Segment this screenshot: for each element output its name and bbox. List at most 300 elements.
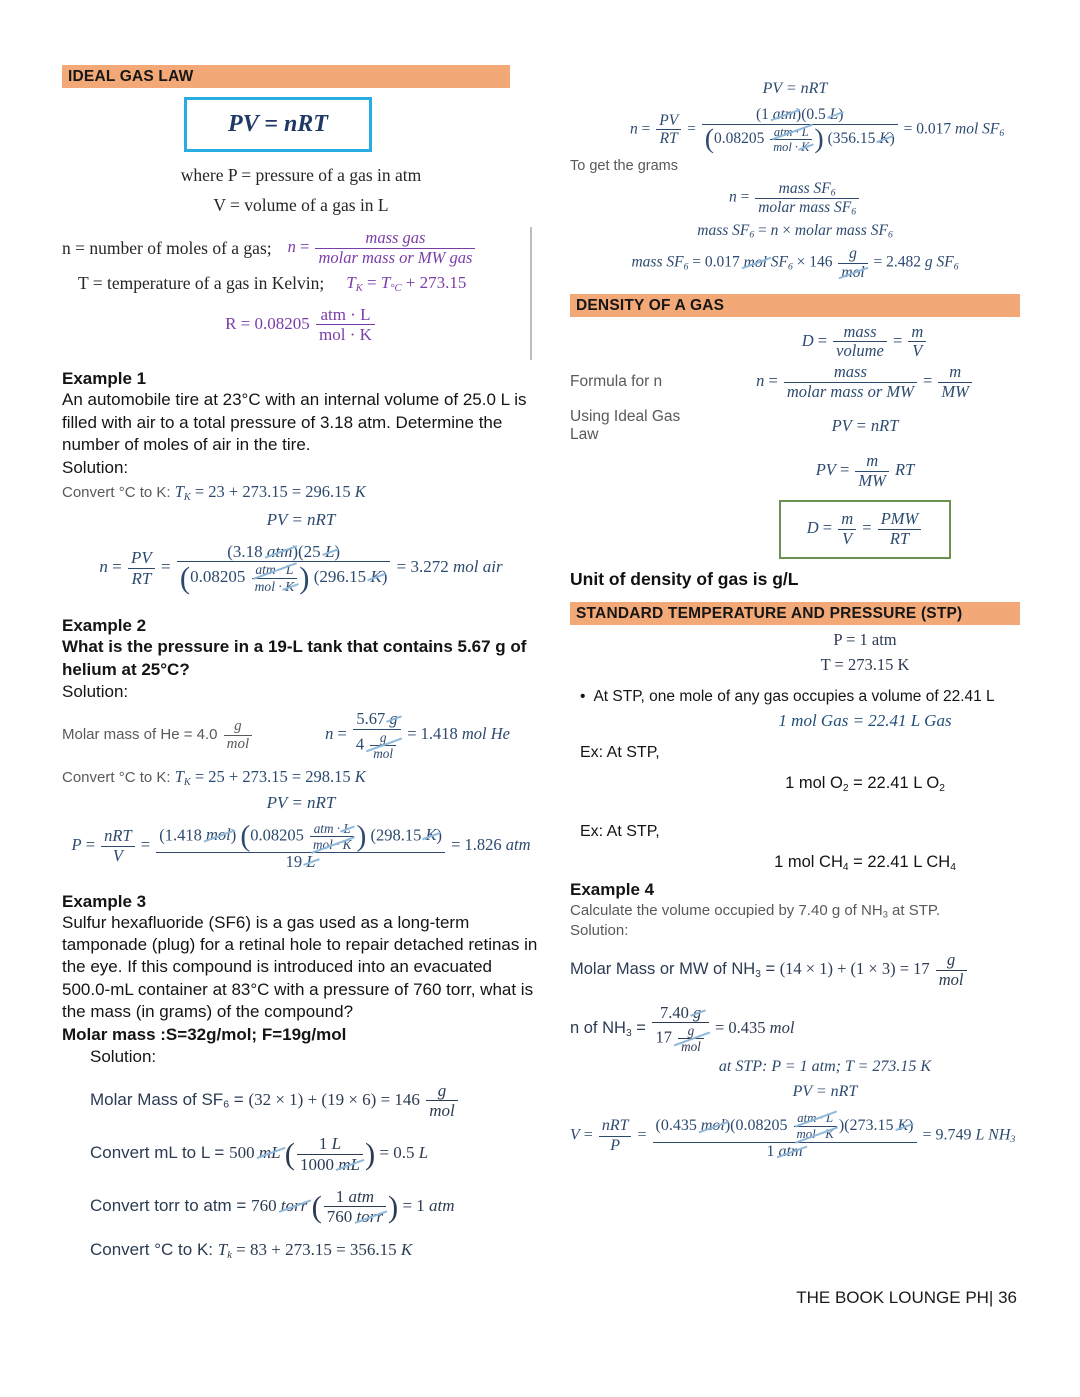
formula-token: (1 [756,106,773,123]
fraction-denominator [177,562,391,594]
fraction-numerator [316,305,375,325]
formula-token [841,264,864,282]
formula-token: × [778,222,795,240]
formula-token [779,1143,803,1161]
formula-token: L [324,542,335,562]
fraction-denominator [370,746,396,761]
formula-token [370,730,396,761]
formula-token: molar mass or MW gas [318,247,473,267]
formula-token: atm [778,1142,803,1160]
formula-token: ) [334,542,341,562]
formula-token: = 83 + 273.15 = 356.15 [231,1239,401,1259]
fraction-denominator [678,1039,704,1054]
formula-token [224,718,253,753]
formula-token: ) [364,1137,376,1172]
formula-token: L [418,1143,429,1163]
fraction-numerator [353,710,401,730]
formula-token: mol He [461,723,510,743]
formula-token: mol [769,1017,795,1037]
formula-token: SF [766,253,788,271]
formula-token: 760 [326,1207,357,1227]
stp-bullet-row [570,688,1020,706]
example1-solution-label: Solution: [62,457,129,477]
formula-token: MW [941,381,969,401]
formula-token: atm [505,834,531,854]
fraction-numerator [653,1111,917,1142]
fraction-numerator [324,1187,386,1207]
formula-token: 6 [683,261,689,273]
formula-token: = 22.41 L CH [848,852,951,871]
formula-token: Molar Mass or MW of NH [570,960,756,979]
formula-token [830,106,839,124]
formula-token: ( [704,123,714,155]
formula-token: PV = nRT [228,111,328,137]
formula-token [259,1143,281,1163]
section-header-ideal-gas-law: IDEAL GAS LAW [62,65,510,88]
density-result-box [779,500,952,559]
formula-token: mass SF [697,222,750,240]
formula-token: PV = nRT [792,1083,858,1101]
formula-token: g [437,1080,447,1100]
example2-question: What is the pressure in a 19-L tank that contains 5.67 g of helium at 25°C? [62,637,527,679]
formula-token: atm · L [320,304,371,324]
formula-token: 500 [229,1143,259,1163]
formula-token: = [156,557,175,577]
formula-token: mol [226,735,250,752]
formula-token: 0.08205 [190,567,250,587]
fraction-numerator [936,951,967,971]
example3-title: Example 3 [62,891,147,911]
formula-token: (14 × 1) + (1 × 3) = 17 [779,959,934,979]
formula-token: g [234,717,242,734]
formula-token: k [227,1249,232,1261]
formula-token: atm [772,106,797,123]
formula-token: PV [815,459,836,479]
formula-token: K [355,283,363,295]
page-footer: THE BOOK LOUNGE PH| 36 [796,1288,1017,1307]
formula-token [676,1023,706,1054]
example3-c-to-k-formula [62,1240,540,1260]
example1-convert-line [62,482,540,502]
fraction-numerator [177,542,391,562]
formula-token: ( [240,820,251,853]
fraction-denominator [315,249,475,268]
formula-token: 1 mol Gas = 22.41 L Gas [778,710,952,730]
formula-token: 6 [851,206,857,218]
example1-convert-formula [175,482,366,501]
fraction-numerator [838,510,856,530]
using-ideal-gas-law-label: Using Ideal Gas Law [570,407,681,443]
formula-token: (296.15 [309,567,371,587]
formula-token: mass SF [778,179,831,197]
formula-token: = [683,120,700,138]
ch4-equivalence-line [710,852,1020,872]
formula-token: mass gas [365,228,426,247]
formula-token: 17 [655,1027,677,1047]
formula-token: PV = nRT [831,415,899,435]
formula-token: 19 [285,851,307,871]
formula-token: RT [895,459,915,479]
formula-token: ) [814,123,824,155]
formula-token [838,510,856,549]
formula-token: 0.08205 [250,824,308,844]
example4-molar-mass-formula [570,951,1020,990]
sf6-mass-calculation [570,245,1020,281]
formula-token: Convert torr to atm = [90,1195,252,1215]
formula-token: mass SF [631,253,684,271]
sf6-n-formula [630,106,1020,154]
density-result-formula [806,509,924,549]
section-header-density-of-a-gas: DENSITY OF A GAS [570,294,1020,317]
formula-token: ) [889,129,895,147]
formula-token [357,1207,383,1226]
formula-token: L [331,1134,342,1154]
formula-token: = [637,120,655,138]
formula-token: D [806,518,819,538]
formula-token [325,542,334,561]
example4-body [570,902,1020,920]
formula-token: = [754,222,771,240]
formula-token: 6 [749,229,755,241]
formula-token: 1 mol O [785,773,843,792]
formula-token: at STP: P = 1 atm; T = 273.15 K [718,1058,932,1076]
formula-token [744,254,767,272]
formula-token: 6 [223,1098,230,1111]
formula-token [794,1111,837,1141]
formula-token: = [362,273,381,293]
fraction-denominator [833,342,887,361]
formula-token: 3 [1010,1134,1016,1146]
fraction-denominator [702,125,898,154]
kelvin-conversion-formula [346,273,466,293]
fraction-denominator [784,383,917,402]
fraction-denominator [353,730,401,761]
formula-token: R = 0.08205 [225,313,315,333]
formula-token: K [183,776,191,788]
formula-token: (1.418 [159,824,206,844]
fraction-denominator [156,853,445,872]
formula-token: = [818,518,837,538]
formula-token: PV = nRT [266,510,336,530]
formula-token: mol [743,253,767,271]
formula-token: 4 [950,861,956,873]
example4-main-formula [570,1111,1020,1160]
formula-token: 1 [335,1187,349,1207]
formula-token: mol [205,824,231,844]
example4-n-formula [570,1004,1020,1055]
mol-gas-formula [710,711,1020,731]
formula-token: P = 1 atm [833,629,897,649]
fraction-numerator [101,827,135,847]
density-formula-row [570,323,1020,362]
formula-token: Molar mass of He = 4.0 [62,725,222,743]
formula-token: atm [266,542,293,562]
formula-token: D [801,330,814,350]
formula-token [652,1004,708,1055]
formula-token: RT [131,568,152,588]
example4-pvnrt-formula [630,1083,1020,1101]
formula-token: mol SF [955,120,1000,138]
formula-token: = [81,834,100,854]
formula-token [128,548,155,588]
sf6-pvnrt-formula [570,80,1020,98]
stp-ex1-label: Ex: At STP, [580,743,660,761]
formula-token: K [400,1239,413,1259]
formula-token: molar mass SF [758,198,852,216]
example1-title: Example 1 [62,369,147,389]
example2-convert-prefix: Convert °C to K: [62,768,175,786]
formula-token: 1 [318,1134,332,1154]
formula-token: PV = nRT [762,80,828,97]
formula-token [774,125,809,139]
formula-token: T = 273.15 K [820,654,910,674]
temperature-definition-row [62,273,540,294]
fraction-numerator [755,180,859,199]
formula-token: = [835,459,854,479]
formula-token [599,1117,632,1154]
fraction-denominator [838,264,867,282]
formula-token [281,1196,307,1216]
formula-token: K [897,1117,909,1135]
bullet-icon: • [580,687,586,705]
formula-token: 760 [251,1195,281,1215]
formula-token: 4 [355,733,369,753]
density-n-formula [710,363,1020,402]
section-header-stp: STANDARD TEMPERATURE AND PRESSURE (STP) [570,602,1020,625]
density-box-wrap [710,500,1020,559]
moles-definition-row [62,229,540,268]
formula-token: n [728,188,737,206]
formula-token: = 25 + 273.15 = 298.15 [190,766,355,786]
formula-token [101,827,135,866]
formula-token [653,1111,917,1160]
formula-token: PMW [880,509,919,529]
formula-token [252,562,298,594]
formula-token: torr [356,1207,383,1227]
formula-token: ) [436,824,442,844]
formula-token [313,837,351,852]
formula-token: L [306,851,316,871]
formula-token: = 2.482 [869,253,925,271]
formula-token: torr [280,1195,308,1215]
fraction-denominator [426,1101,458,1120]
formula-token: T [174,482,184,502]
example2-convert-formula [175,767,366,786]
formula-token: mol · [254,578,286,594]
formula-token [324,1187,386,1227]
using-ideal-gas-law-row [570,408,1020,444]
formula-token: molar mass SF [794,222,888,240]
formula-token: m [866,450,879,470]
formula-token: Convert mL to L = [90,1143,230,1163]
formula-token: T [174,766,184,786]
formula-token [656,112,681,148]
fraction-denominator [878,530,922,549]
formula-token: ) [381,567,388,587]
stp-ex2-label: Ex: At STP, [580,822,660,840]
formula-token: atm · L [255,562,294,578]
formula-token [938,363,972,402]
formula-token: m [911,321,924,341]
fraction-denominator [316,325,375,344]
formula-token: ) [230,824,241,844]
pv-nrt-boxed-formula [228,111,328,137]
formula-token: g [693,1002,702,1022]
formula-token: = [858,518,876,538]
formula-token: g SF [924,253,954,271]
fraction-denominator [297,1155,363,1174]
formula-token: 5.67 [356,708,390,728]
formula-token: volume [836,341,884,361]
formula-token: V [570,1126,580,1144]
formula-token: g [849,245,857,263]
formula-token: K [370,567,382,587]
formula-token [693,1004,701,1023]
formula-token [315,229,475,268]
example2-molar-row [62,710,540,761]
formula-token: molar mass or MW [786,381,914,401]
formula-token: n [99,557,108,577]
example1-pvnrt-formula [62,510,540,530]
formula-token [833,323,887,362]
formula-token: ( [179,561,191,596]
example4-title: Example 4 [570,879,655,899]
formula-token: = [229,1089,249,1109]
example1-main-formula [62,542,540,594]
formula-token: = 22.41 L O [848,773,940,792]
formula-token: RT [659,130,678,148]
formula-token: mol air [452,557,503,577]
formula-token: n [756,371,765,391]
example1-convert-prefix: Convert °C to K: [62,484,175,502]
formula-token: K [425,824,437,844]
fraction-numerator [656,112,681,131]
formula-token: ) [356,820,367,853]
formula-token [425,826,436,845]
example3-solution-label: Solution: [90,1047,157,1067]
formula-token: atm · [313,820,344,836]
formula-token [343,821,350,836]
formula-token: V [912,341,923,361]
fraction-denominator [855,472,889,491]
fraction-numerator [224,718,253,736]
example4-solution-label: Solution: [570,921,629,939]
formula-token: atm · L [797,1111,834,1126]
formula-token: (0.435 [655,1117,701,1135]
formula-token: Calculate the volume occupied by 7.40 g of NH [570,901,883,919]
formula-token [177,542,391,594]
example2-solution-label: Solution: [62,682,129,702]
formula-token [678,1023,704,1054]
right-column [570,0,1020,1161]
fraction-numerator [838,245,867,264]
formula-token [285,579,294,594]
formula-token: Molar Mass of SF [90,1089,224,1109]
formula-token: 6 [887,229,893,241]
formula-token [267,542,293,561]
fraction-numerator [878,510,922,530]
formula-token: (32 × 1) + (19 × 6) = 146 [248,1089,425,1109]
fraction-denominator [908,342,926,361]
fraction-denominator [324,1207,386,1226]
formula-token: (3.18 [227,542,267,562]
formula-token: = 3.272 [392,557,453,577]
moles-fraction-formula [288,229,478,268]
formula-token: atm · L [773,124,809,139]
formula-token: 6 [830,187,836,199]
example3-body: Sulfur hexafluoride (SF6) is a gas used as a long-term tamponade (plug) for a retinal hole to repair detached retinas in the eye. If this compound is introduced into an evacuated 500.0-mL container at 83°C with a pressure of 760 torr, what is the mass (in grams) of the compound? [62,912,538,1022]
fraction-numerator [599,1117,632,1136]
formula-token: L [829,106,839,123]
fraction-numerator [855,452,889,472]
formula-token: K [285,578,295,594]
formula-token: 1 [766,1142,779,1160]
formula-token: = [918,371,937,391]
fraction-numerator [652,1004,708,1024]
formula-token: K [354,766,366,786]
fraction-numerator [784,363,917,383]
formula-token [701,1117,725,1135]
formula-token: (298.15 [366,824,426,844]
o2-equivalence-line [710,773,1020,793]
formula-token: = 0.5 [375,1143,419,1163]
formula-token: g [379,729,387,745]
stp-bullet-text: At STP, one mole of any gas occupies a volume of 22.41 L [593,687,995,705]
formula-token [206,826,231,845]
stp-pressure-formula [710,630,1020,650]
gas-constant-formula [62,305,540,345]
formula-token: 2 [939,782,945,794]
formula-token: g [389,708,398,728]
formula-token: × 146 [792,253,837,271]
formula-token [855,452,889,491]
formula-token [908,323,926,362]
formula-token: mol [938,969,964,989]
formula-token: PV = nRT [266,792,336,812]
formula-token: ) [387,1189,399,1224]
formula-token: nRT [104,825,132,845]
fraction-denominator [310,837,354,852]
formula-token [797,1127,834,1142]
formula-token: n [630,120,638,138]
formula-token [370,567,381,586]
fraction-numerator [310,821,354,837]
example3-molar-note: Molar mass :S=32g/mol; F=19g/mol [62,1024,347,1044]
formula-token: PV [659,111,679,129]
formula-token: nRT [601,1117,629,1135]
formula-token: mol [681,1039,701,1055]
formula-token: 3 [625,1027,632,1039]
formula-token: = 0.017 [688,253,744,271]
formula-token: n of NH [570,1018,626,1037]
formula-token [306,853,315,872]
formula-token [368,730,398,761]
fraction-numerator [128,548,155,568]
formula-token [801,140,809,154]
formula-token: = 0.435 [710,1017,770,1037]
fraction-numerator [938,363,972,383]
formula-token: L [343,820,351,836]
density-pvnrt-formula [710,416,1020,436]
example2-pvnrt-formula [62,793,540,813]
formula-token: 6 [999,128,1005,140]
fraction-numerator [908,323,926,343]
fraction-numerator [252,562,298,578]
fraction-denominator [653,1143,917,1161]
formula-token: m [949,362,962,382]
formula-token: P [71,834,82,854]
formula-token [297,1134,363,1174]
